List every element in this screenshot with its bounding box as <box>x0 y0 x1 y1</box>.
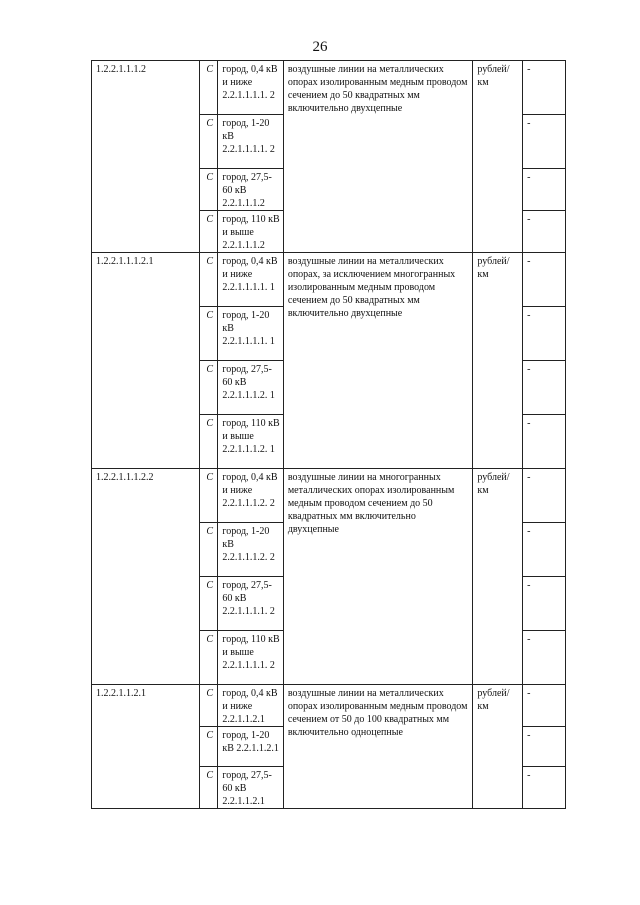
group-description: воздушные линии на металлических опорах, за исключением многогранных изолированным медным проводом сечением до 50 квадратных мм включительно двухцепные <box>283 253 473 469</box>
table-row <box>92 469 566 523</box>
tariff-table <box>91 60 566 809</box>
value-cell: - <box>523 727 566 767</box>
tariff-table-body <box>92 61 566 809</box>
value-cell: - <box>523 631 566 685</box>
value-cell: - <box>523 469 566 523</box>
subcategory-cell: город, 27,5-60 кВ 2.2.1.1.1.2 <box>218 169 283 211</box>
subcategory-cell: город, 1-20 кВ 2.2.1.1.1.1. 2 <box>218 115 283 169</box>
subcategory-cell: город, 0,4 кВ и ниже 2.2.1.1.2.1 <box>218 685 283 727</box>
value-cell: - <box>523 577 566 631</box>
level-cell: С <box>200 61 218 115</box>
group-code: 1.2.2.1.1.1.2.1 <box>92 253 200 469</box>
subcategory-cell: город, 110 кВ и выше 2.2.1.1.1.2. 1 <box>218 415 283 469</box>
level-cell: С <box>200 169 218 211</box>
subcategory-cell: город, 1-20 кВ 2.2.1.1.1.2. 2 <box>218 523 283 577</box>
table-row <box>92 61 566 115</box>
value-cell: - <box>523 115 566 169</box>
value-cell: - <box>523 253 566 307</box>
group-unit: рублей/ км <box>473 685 523 809</box>
group-description: воздушные линии на металлических опорах изолированным медным проводом сечением до 50 квадратных мм включительно двухцепные <box>283 61 473 253</box>
level-cell: С <box>200 211 218 253</box>
subcategory-cell: город, 27,5-60 кВ 2.2.1.1.1.1. 2 <box>218 577 283 631</box>
value-cell: - <box>523 211 566 253</box>
level-cell: С <box>200 631 218 685</box>
level-cell: С <box>200 115 218 169</box>
level-cell: С <box>200 253 218 307</box>
table-row <box>92 685 566 727</box>
level-cell: С <box>200 685 218 727</box>
level-cell: С <box>200 415 218 469</box>
subcategory-cell: город, 0,4 кВ и ниже 2.2.1.1.1.1. 2 <box>218 61 283 115</box>
value-cell: - <box>523 307 566 361</box>
group-code: 1.2.2.1.1.1.2.2 <box>92 469 200 685</box>
value-cell: - <box>523 361 566 415</box>
level-cell: С <box>200 307 218 361</box>
page-number: 26 <box>312 39 328 55</box>
subcategory-cell: город, 27,5-60 кВ 2.2.1.1.2.1 <box>218 767 283 809</box>
level-cell: С <box>200 577 218 631</box>
subcategory-cell: город, 0,4 кВ и ниже 2.2.1.1.1.1. 1 <box>218 253 283 307</box>
group-description: воздушные линии на многогранных металлических опорах изолированным медным проводом сечением до 50 квадратных мм включительно двухцепные <box>283 469 473 685</box>
group-code: 1.2.2.1.1.1.2 <box>92 61 200 253</box>
group-unit: рублей/ км <box>473 253 523 469</box>
value-cell: - <box>523 767 566 809</box>
level-cell: С <box>200 523 218 577</box>
value-cell: - <box>523 685 566 727</box>
group-unit: рублей/ км <box>473 61 523 253</box>
subcategory-cell: город, 110 кВ и выше 2.2.1.1.1.2 <box>218 211 283 253</box>
subcategory-cell: город, 0,4 кВ и ниже 2.2.1.1.1.2. 2 <box>218 469 283 523</box>
group-description: воздушные линии на металлических опорах изолированным медным проводом сечением от 50 до 100 квадратных мм включительно одноцепные <box>283 685 473 809</box>
level-cell: С <box>200 767 218 809</box>
group-code: 1.2.2.1.1.2.1 <box>92 685 200 809</box>
group-unit: рублей/ км <box>473 469 523 685</box>
subcategory-cell: город, 1-20 кВ 2.2.1.1.1.1. 1 <box>218 307 283 361</box>
subcategory-cell: город, 27,5-60 кВ 2.2.1.1.1.2. 1 <box>218 361 283 415</box>
value-cell: - <box>523 169 566 211</box>
level-cell: С <box>200 469 218 523</box>
value-cell: - <box>523 523 566 577</box>
table-row <box>92 253 566 307</box>
value-cell: - <box>523 415 566 469</box>
subcategory-cell: город, 1-20 кВ 2.2.1.1.2.1 <box>218 727 283 767</box>
value-cell: - <box>523 61 566 115</box>
level-cell: С <box>200 727 218 767</box>
subcategory-cell: город, 110 кВ и выше 2.2.1.1.1.1. 2 <box>218 631 283 685</box>
level-cell: С <box>200 361 218 415</box>
